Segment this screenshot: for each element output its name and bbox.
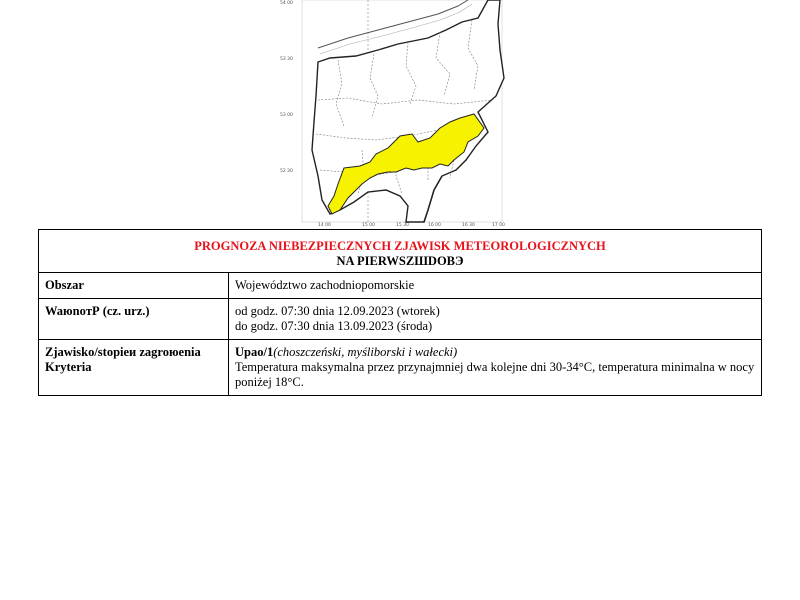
- title-subtitle: NA PIERWSZШDOBЭ: [336, 254, 464, 268]
- validity-value: [229, 299, 762, 340]
- warning-table: [38, 229, 762, 396]
- phenomenon-label: [39, 340, 229, 396]
- voivodeship-map: [278, 0, 526, 226]
- axis-left-tick-label: 53 30: [280, 57, 293, 62]
- axis-bottom-tick-label: 16 30: [462, 223, 475, 226]
- area-label: Obszar: [39, 273, 229, 299]
- warning-map: [278, 0, 526, 226]
- axis-bottom-tick-label: 17 00: [492, 223, 505, 226]
- axis-left-labels: [280, 0, 293, 174]
- title-cell: [39, 230, 762, 273]
- table-row-phenomenon: [39, 340, 762, 396]
- validity-to: do godz. 07:30 dnia 13.09.2023 (środa): [235, 319, 433, 333]
- axis-bottom-tick-label: 16 00: [428, 223, 441, 226]
- axis-bottom-tick-label: 14 00: [318, 223, 331, 226]
- axis-left-tick-label: 54 00: [280, 1, 293, 6]
- phenomenon-label-line1: Zjawisko/stopieи zagroюenia: [45, 345, 201, 359]
- axis-left-tick-label: 53 00: [280, 113, 293, 118]
- validity-from: od godz. 07:30 dnia 12.09.2023 (wtorek): [235, 304, 440, 318]
- phenomenon-counties: (choszczeński, myśliborski i wałecki): [273, 345, 458, 359]
- table-row-area: [39, 273, 762, 299]
- phenomenon-value: [229, 340, 762, 396]
- table-header-row: [39, 230, 762, 273]
- phenomenon-title-line: [235, 345, 755, 360]
- table-row-validity: [39, 299, 762, 340]
- axis-bottom-tick-label: 15 00: [362, 223, 375, 226]
- phenomenon-description: Temperatura maksymalna przez przynajmniej dwa kolejne dni 30-34°C, temperatura minimalna w nocy poniżej 18°C.: [235, 360, 755, 389]
- criteria-label: Kryteria: [45, 360, 92, 374]
- phenomenon-name: Upaо/1: [235, 345, 274, 359]
- area-value: Województwo zachodniopomorskie: [229, 273, 762, 299]
- axis-bottom-tick-label: 15 30: [396, 223, 409, 226]
- validity-label: WaюnoтР (cz. urz.): [39, 299, 229, 340]
- title-red: PROGNOZA NIEBEZPIECZNYCH ZJAWISK METEOROLOGICZNYCH: [194, 239, 606, 253]
- axis-left-tick-label: 52 30: [280, 169, 293, 174]
